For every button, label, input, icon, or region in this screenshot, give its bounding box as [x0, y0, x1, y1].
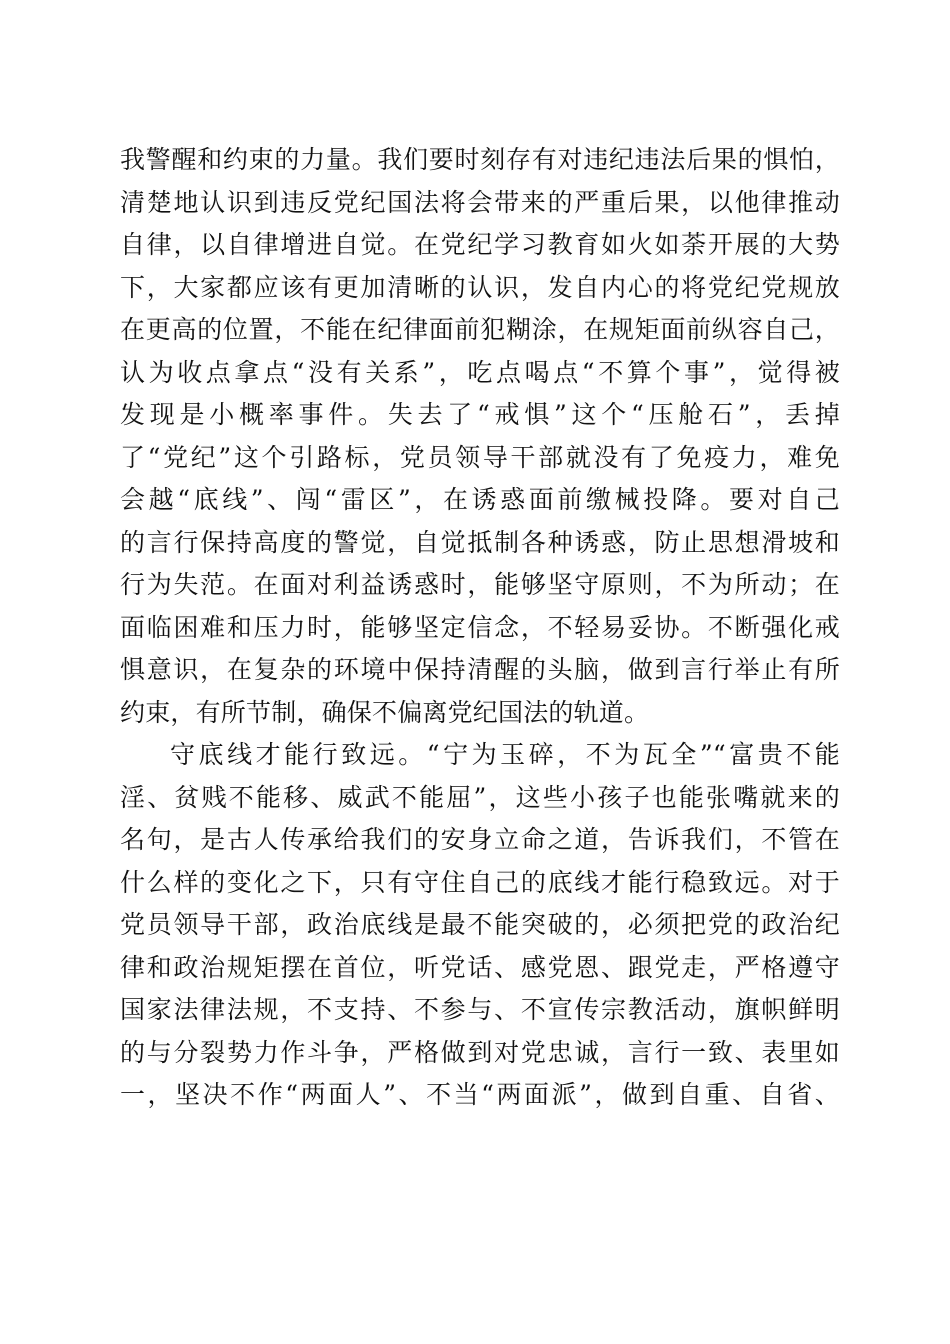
- text-line: 党员领导干部，政治底线是最不能突破的，必须把党的政治纪: [120, 910, 840, 939]
- text-line: 在更高的位置，不能在纪律面前犯糊涂，在规矩面前纵容自己，: [120, 315, 840, 344]
- text-line: 了“党纪”这个引路标，党员领导干部就没有了免疫力，难免: [120, 442, 840, 472]
- text-line: 清楚地认识到违反党纪国法将会带来的严重后果，以他律推动: [120, 187, 840, 217]
- text-line: 下，大家都应该有更加清晰的认识，发自内心的将党纪党规放: [120, 272, 840, 302]
- text-line: 发现是小概率事件。失去了“戒惧”这个“压舱石”，丢掉: [120, 400, 840, 429]
- text-line: 名句，是古人传承给我们的安身立命之道，告诉我们，不管在: [120, 825, 840, 854]
- text-line: 惧意识，在复杂的环境中保持清醒的头脑，做到言行举止有所: [120, 655, 840, 684]
- text-line: 我警醒和约束的力量。我们要时刻存有对违纪违法后果的惧怕，: [120, 145, 840, 174]
- text-line: 的言行保持高度的警觉，自觉抵制各种诱惑，防止思想滑坡和: [120, 527, 840, 557]
- text-line: 认为收点拿点“没有关系”，吃点喝点“不算个事”，觉得被: [120, 357, 840, 387]
- text-line: 行为失范。在面对利益诱惑时，能够坚守原则，不为所动；在: [120, 570, 840, 599]
- text-line: 会越“底线”、闯“雷区”，在诱惑面前缴械投降。要对自己: [120, 485, 840, 514]
- text-line: 什么样的变化之下，只有守住自己的底线才能行稳致远。对于: [120, 867, 840, 897]
- text-line: 的与分裂势力作斗争，严格做到对党忠诚，言行一致、表里如: [120, 1037, 840, 1067]
- text-line: 国家法律法规，不支持、不参与、不宣传宗教活动，旗帜鲜明: [120, 995, 840, 1024]
- text-line: 淫、贫贱不能移、威武不能屈”，这些小孩子也能张嘴就来的: [120, 782, 840, 812]
- text-line: 面临困难和压力时，能够坚定信念，不轻易妥协。不断强化戒: [120, 612, 840, 642]
- body-text: [120, 139, 840, 1117]
- text-line: 一，坚决不作“两面人”、不当“两面派”，做到自重、自省、: [120, 1080, 840, 1109]
- paragraph-first-line: 守底线才能行致远。“宁为玉碎，不为瓦全”“富贵不能: [170, 740, 840, 769]
- text-line: 自律，以自律增进自觉。在党纪学习教育如火如荼开展的大势: [120, 230, 840, 259]
- text-line: 律和政治规矩摆在首位，听党话、感党恩、跟党走，严格遵守: [120, 952, 840, 982]
- text-line: 约束，有所节制，确保不偏离党纪国法的轨道。: [120, 697, 650, 727]
